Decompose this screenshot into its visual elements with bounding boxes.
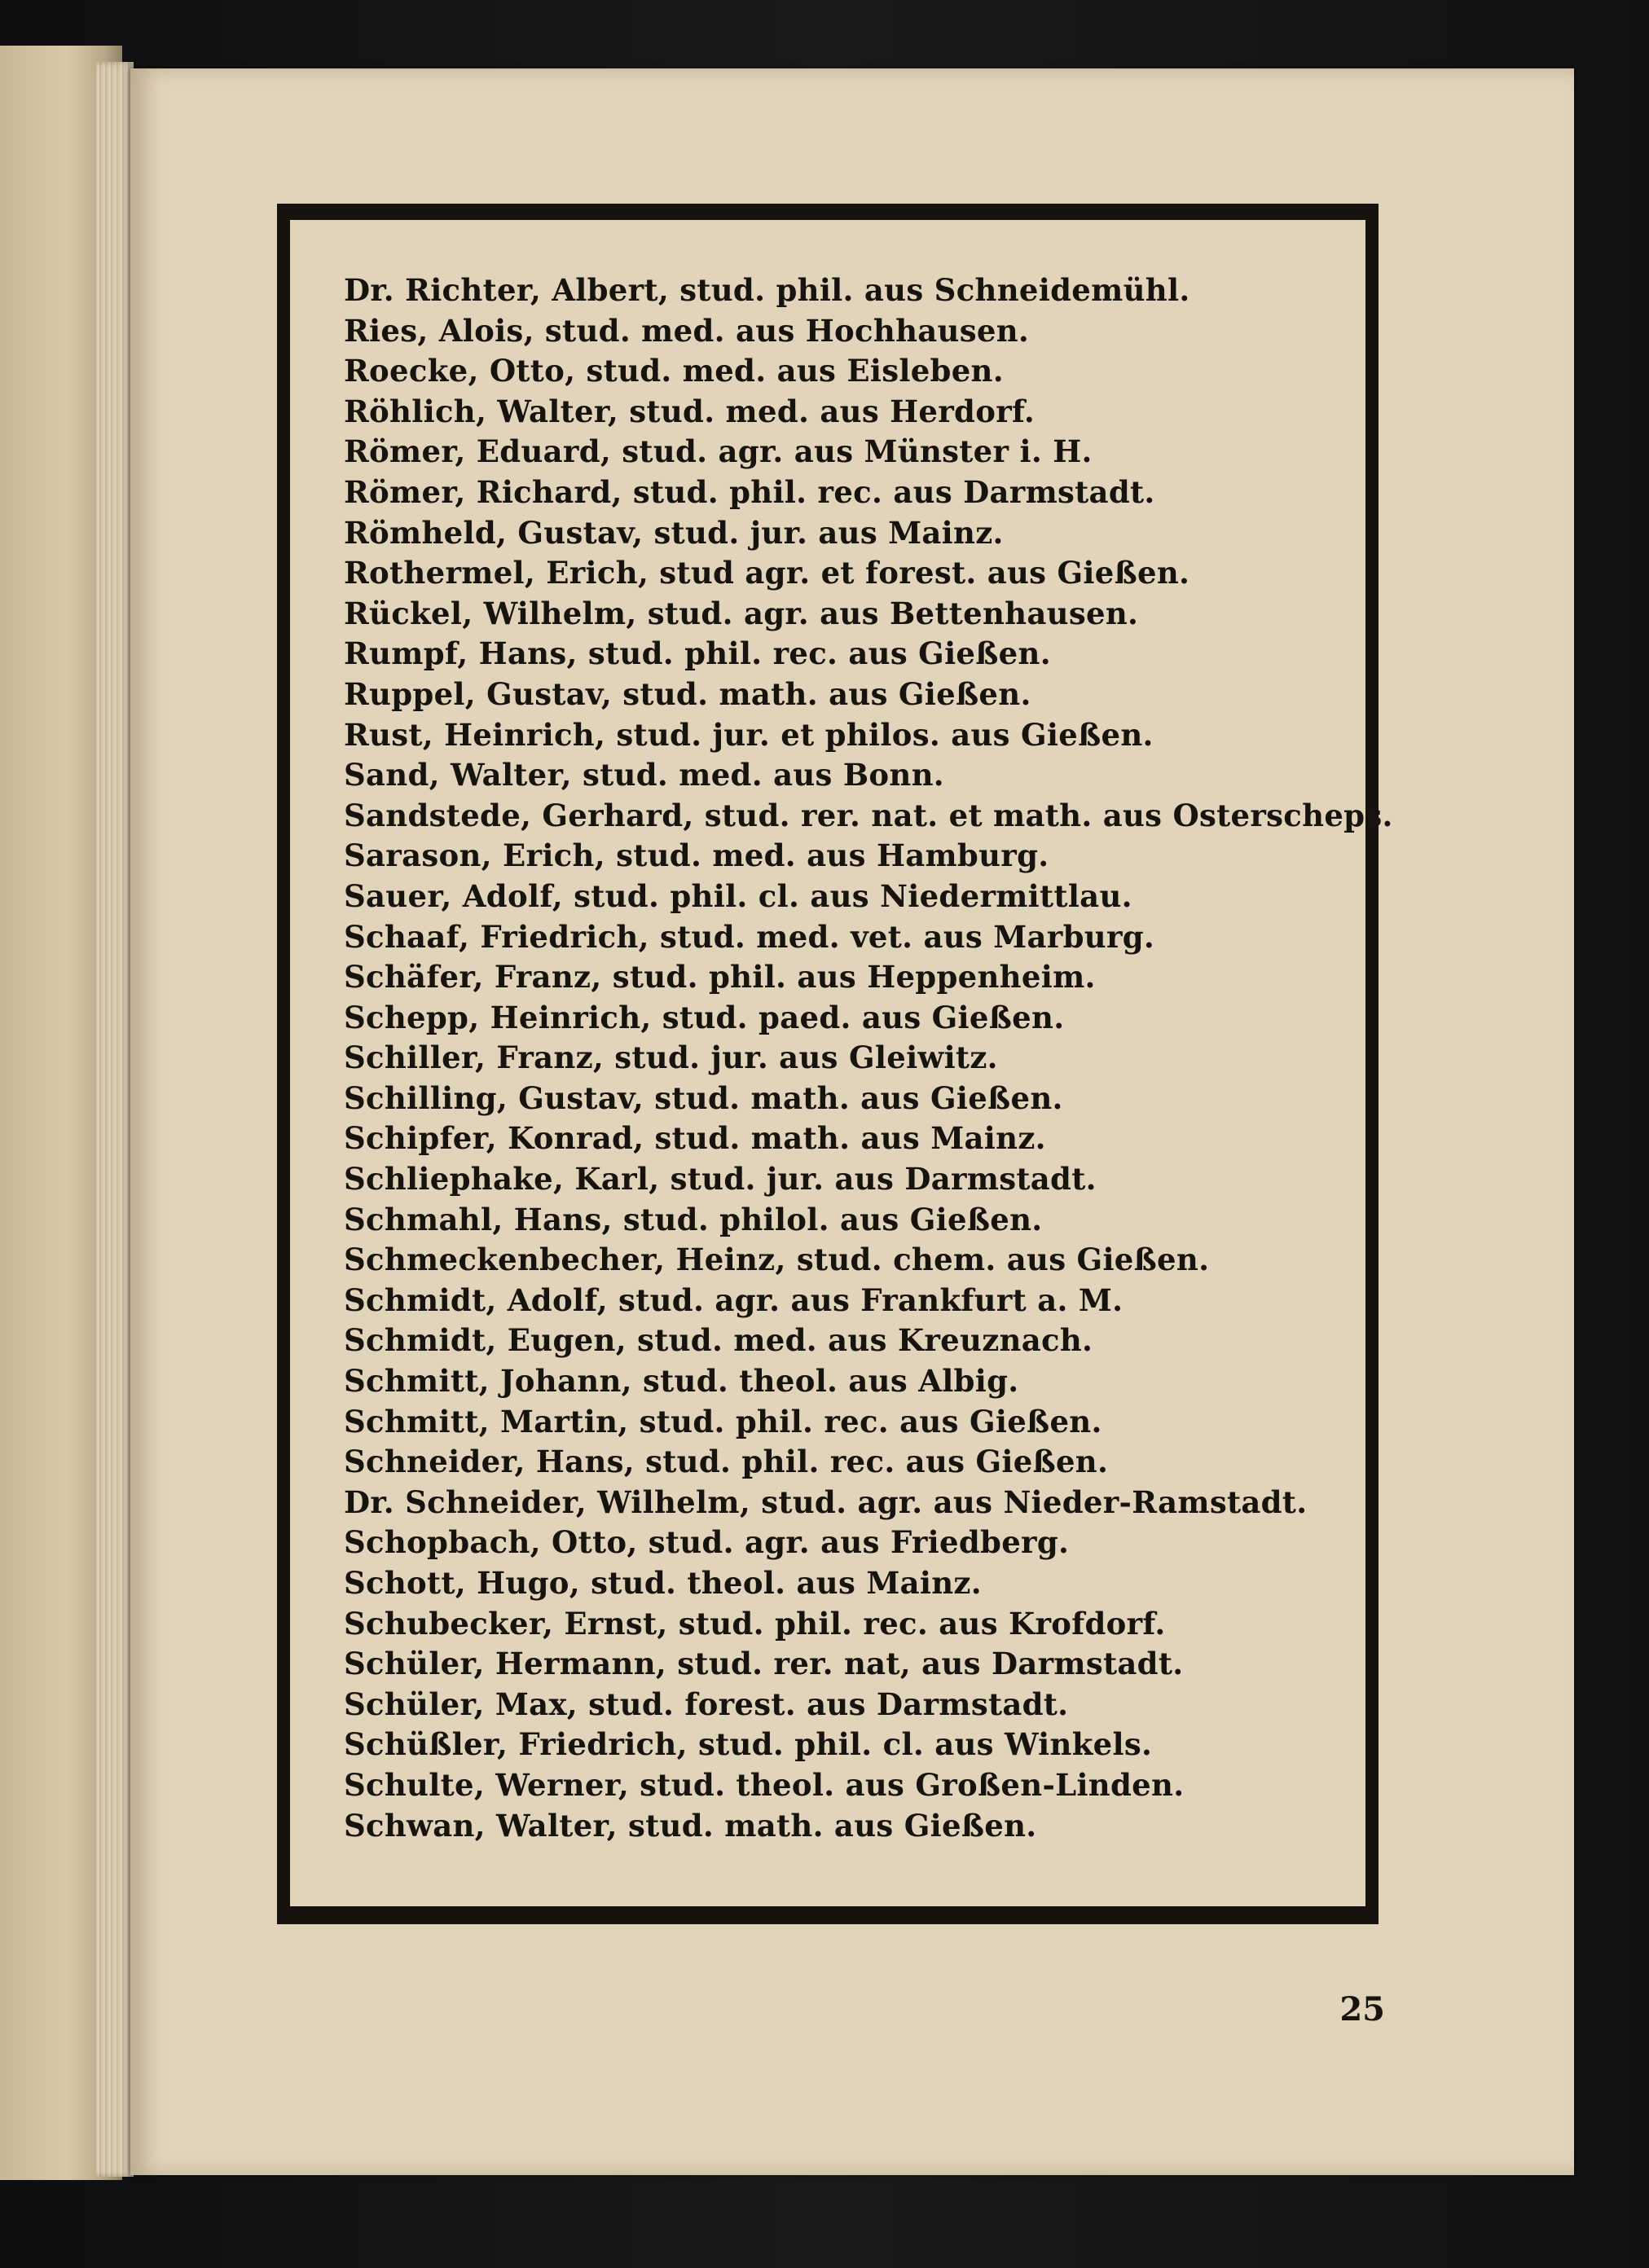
- list-item: Schmitt, Johann, stud. theol. aus Albig.: [344, 1363, 1019, 1400]
- list-item: Dr. Schneider, Wilhelm, stud. agr. aus Nieder-Ramstadt.: [344, 1483, 1308, 1520]
- list-item: Dr. Richter, Albert, stud. phil. aus Schneidemühl.: [344, 272, 1190, 308]
- list-item: Sandstede, Gerhard, stud. rer. nat. et math. aus Osterscheps.: [344, 797, 1393, 833]
- list-item: Schüßler, Friedrich, stud. phil. cl. aus Winkels.: [344, 1726, 1153, 1763]
- list-item: Schneider, Hans, stud. phil. rec. aus Gießen.: [344, 1444, 1109, 1480]
- list-item: Schmahl, Hans, stud. philol. aus Gießen.: [344, 1201, 1043, 1237]
- list-item: Roecke, Otto, stud. med. aus Eisleben.: [344, 353, 1004, 389]
- list-item: Schliephake, Karl, stud. jur. aus Darmstadt.: [344, 1161, 1097, 1198]
- list-item: Schüler, Hermann, stud. rer. nat, aus Darmstadt.: [344, 1646, 1184, 1682]
- list-item: Schiller, Franz, stud. jur. aus Gleiwitz.: [344, 1040, 998, 1076]
- page-number: 25: [1339, 1990, 1385, 2028]
- list-item: Röhlich, Walter, stud. med. aus Herdorf.: [344, 393, 1036, 429]
- list-item: Schüler, Max, stud. forest. aus Darmstadt.: [344, 1686, 1069, 1722]
- list-item: Schepp, Heinrich, stud. paed. aus Gießen.: [344, 999, 1065, 1035]
- list-item: Schott, Hugo, stud. theol. aus Mainz.: [344, 1565, 982, 1601]
- list-item: Schilling, Gustav, stud. math. aus Gießen.: [344, 1079, 1063, 1116]
- page-edges: [96, 62, 134, 2177]
- list-item: Schmeckenbecher, Heinz, stud. chem. aus Gießen.: [344, 1242, 1210, 1278]
- list-item: Schäfer, Franz, stud. phil. aus Heppenheim.: [344, 959, 1096, 996]
- list-item: Schipfer, Konrad, stud. math. aus Mainz.: [344, 1120, 1046, 1157]
- list-item: Schulte, Werner, stud. theol. aus Großen-Linden.: [344, 1766, 1185, 1803]
- list-item: Schopbach, Otto, stud. agr. aus Friedberg.: [344, 1524, 1070, 1561]
- list-item: Römheld, Gustav, stud. jur. aus Mainz.: [344, 514, 1004, 551]
- list-item: Ries, Alois, stud. med. aus Hochhausen.: [344, 312, 1030, 349]
- list-item: Schubecker, Ernst, stud. phil. rec. aus Krofdorf.: [344, 1605, 1166, 1642]
- list-item: Schmidt, Adolf, stud. agr. aus Frankfurt a. M.: [344, 1281, 1124, 1318]
- list-item: Römer, Richard, stud. phil. rec. aus Darmstadt.: [344, 473, 1155, 510]
- list-item: Sand, Walter, stud. med. aus Bonn.: [344, 757, 944, 793]
- list-item: Rothermel, Erich, stud agr. et forest. aus Gießen.: [344, 555, 1190, 591]
- list-item: Rumpf, Hans, stud. phil. rec. aus Gießen.: [344, 635, 1051, 672]
- book-page: [130, 68, 1574, 2175]
- list-item: Schmitt, Martin, stud. phil. rec. aus Gießen.: [344, 1403, 1102, 1439]
- list-item: Schmidt, Eugen, stud. med. aus Kreuznach.: [344, 1322, 1093, 1359]
- name-list: [344, 270, 1393, 1846]
- list-item: Rückel, Wilhelm, stud. agr. aus Bettenhausen.: [344, 595, 1139, 631]
- list-item: Sauer, Adolf, stud. phil. cl. aus Niedermittlau.: [344, 877, 1132, 914]
- list-item: Ruppel, Gustav, stud. math. aus Gießen.: [344, 675, 1031, 712]
- list-item: Römer, Eduard, stud. agr. aus Münster i. H.: [344, 433, 1093, 470]
- memorial-frame: [277, 204, 1393, 1924]
- list-item: Rust, Heinrich, stud. jur. et philos. aus Gießen.: [344, 716, 1154, 753]
- list-item: Schaaf, Friedrich, stud. med. vet. aus Marburg.: [344, 918, 1155, 955]
- list-item: Sarason, Erich, stud. med. aus Hamburg.: [344, 837, 1049, 874]
- list-item: Schwan, Walter, stud. math. aus Gießen.: [344, 1807, 1037, 1844]
